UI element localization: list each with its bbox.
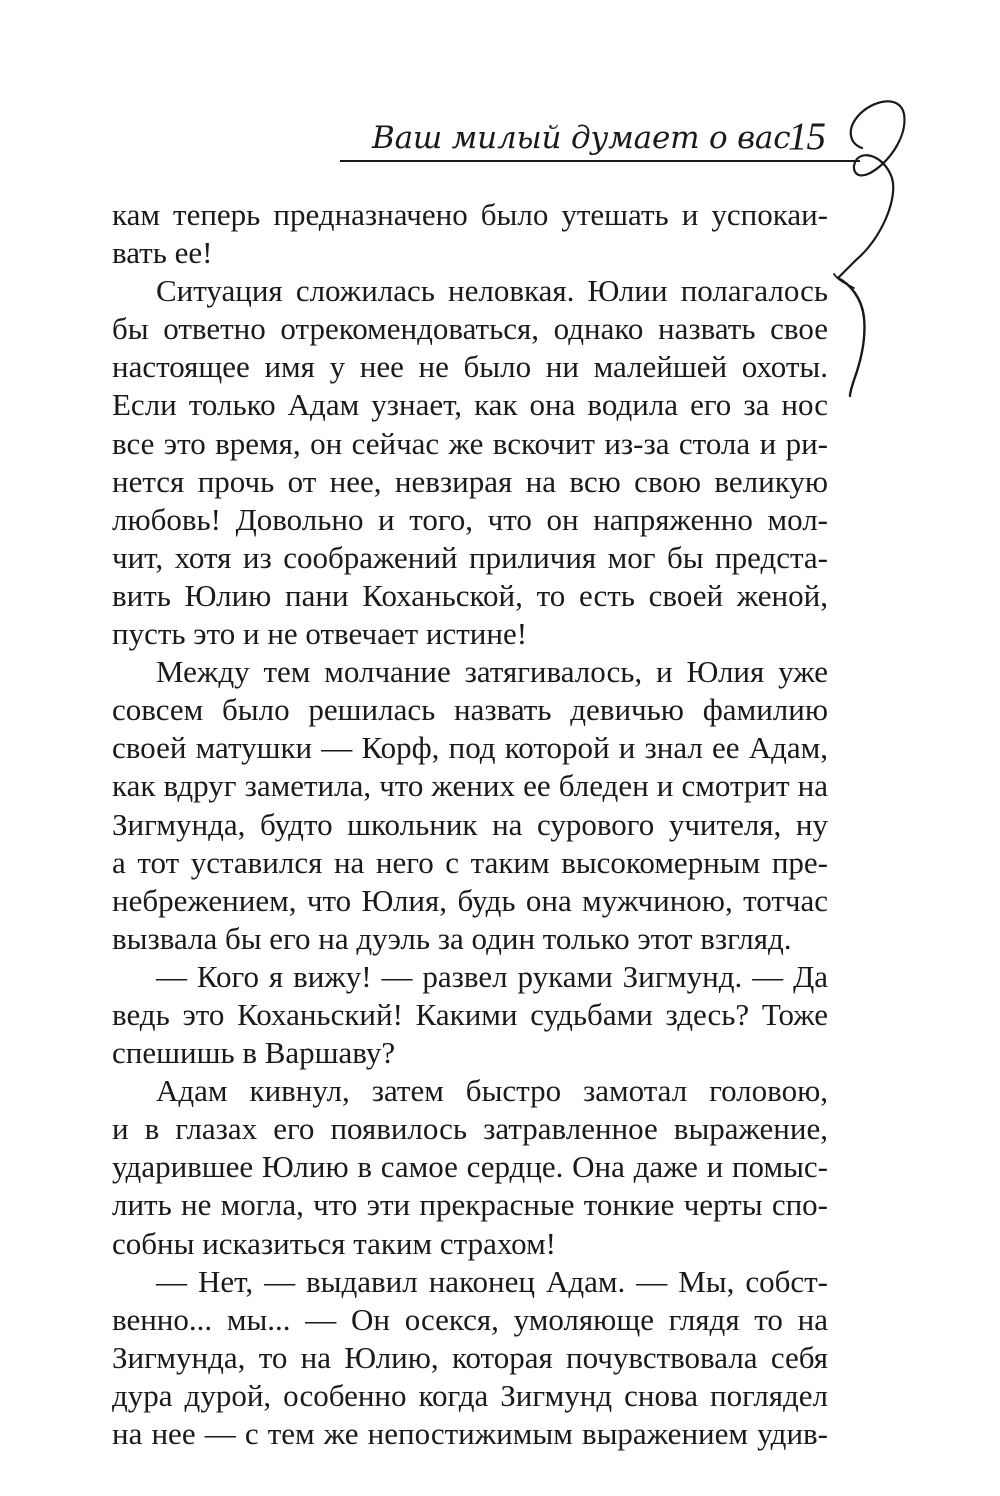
text-line: дура дурой, особенно когда Зигмунд снова поглядел <box>112 1377 828 1413</box>
text-line: лить не могла, что эти прекрасные тонкие черты спо- <box>112 1187 828 1223</box>
text-line: своей матушки — Корф, под которой и знал ее Адам, <box>112 730 828 766</box>
text-line: Адам кивнул, затем быстро замотал головою, <box>156 1073 828 1109</box>
header-rule <box>340 160 860 162</box>
text-line: и в глазах его появилось затравленное выражение, <box>112 1111 828 1147</box>
decorative-flourish-icon <box>820 88 930 408</box>
text-line: — Кого я вижу! — развел руками Зигмунд. — Да <box>156 958 828 994</box>
header-title: Ваш милый думает о вас <box>372 120 791 156</box>
text-line: венно... мы... — Он осекся, умоляюще глядя то на <box>112 1301 828 1337</box>
text-line: как вдруг заметила, что жених ее бледен и смотрит на <box>112 768 828 804</box>
text-line: на нее — с тем же непостижимым выражением удив- <box>112 1416 828 1451</box>
text-line: любовь! Довольно и того, что он напряженно мол- <box>112 501 828 537</box>
text-line: вить Юлию пани Коханьской, то есть своей женой, <box>112 577 828 613</box>
text-line: бы ответно отрекомендоваться, однако назвать свое <box>112 311 828 347</box>
text-line: вать ее! <box>112 235 213 271</box>
text-line: ударившее Юлию в самое сердце. Она даже и помыс- <box>112 1149 828 1185</box>
text-line: кам теперь предназначено было утешать и успокаи- <box>112 197 828 232</box>
text-line: — Нет, — выдавил наконец Адам. — Мы, собст- <box>156 1263 828 1299</box>
text-line: совсем было решилась назвать девичью фамилию <box>112 692 828 728</box>
text-line: небрежением, что Юлия, будь она мужчиною, тотчас <box>112 882 828 918</box>
text-line: вызвала бы его на дуэль за один только этот взгляд. <box>112 920 792 956</box>
text-line: собны исказиться таким страхом! <box>112 1225 557 1261</box>
text-line: Ситуация сложилась неловкая. Юлии полагалось <box>156 273 828 309</box>
text-line: Зигмунда, то на Юлию, которая почувствовала себя <box>112 1339 828 1375</box>
text-line: Зигмунда, будто школьник на сурового учителя, ну <box>112 806 828 842</box>
text-line: спешишь в Варшаву? <box>112 1035 396 1071</box>
text-line: нется прочь от нее, невзирая на всю свою великую <box>112 463 828 499</box>
text-line: все это время, он сейчас же вскочит из-за стола и ри- <box>112 425 828 461</box>
running-header <box>340 112 860 162</box>
text-line: Между тем молчание затягивалось, и Юлия уже <box>156 654 828 690</box>
page-number: 15 <box>788 115 825 158</box>
body-text <box>112 196 828 1453</box>
text-line: Если только Адам узнает, как она водила его за нос <box>112 387 828 423</box>
text-line: а тот уставился на него с таким высокомерным пре- <box>112 844 828 880</box>
text-line: чит, хотя из соображений приличия мог бы предста- <box>112 539 828 575</box>
text-line: пусть это и не отвечает истине! <box>112 616 528 652</box>
text-line: ведь это Коханьский! Какими судьбами здесь? Тоже <box>112 996 828 1032</box>
text-line: настоящее имя у нее не было ни малейшей охоты. <box>112 349 828 385</box>
